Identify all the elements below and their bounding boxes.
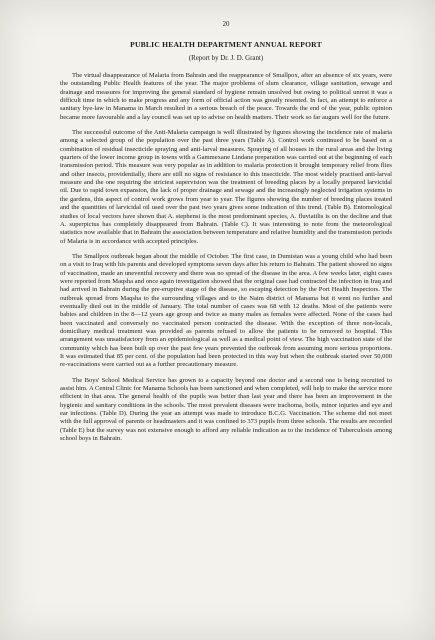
paragraph-malaria-smallpox-overview: The virtual disappearance of Malaria from Bahrain and the reappearance of Smallpox, after an absence of six years, were the outstanding Public Health features of the year. The major problems of slum clearance, village sanitation, sewage and drainage and measures for improving the general standard of hygiene remain unsolved but owing to political unrest it was a difficult time in which to make progress and any form of official action was greatly resented. In fact, an attempt to enforce a sanitary bye-law in Manama in March resulted in a serious breach of the peace. Towards the end of the year, public opinion became more favourable and a lay council was set up to advise on health matters. Their work so far augurs well for the future.	[60, 72, 392, 121]
report-author: (Report by Dr. J. D. Grant)	[188, 55, 264, 62]
paragraph-anti-malaria-campaign: The successful outcome of the Anti-Malaria campaign is well illustrated by figures showing the incidence rate of malaria among a selected group of the population over the past three years (Table A). Control work continued to be based on a combination of residual insecticide spraying and anti-larval measures. Spraying of all houses in the rural areas and the living quarters of the lower income group in towns with a Gammexane Lindane preparation was carried out at the beginning of each transmission period. This measure was very popular as in addition to malaria protection it brought temporary relief from flies and other insects, providentially, there are still no signs of resistance to this insecticide. The most widely practised anti-larval measure and the one requiring the strictest supervision was the treatment of breeding places by a locally prepared larvicidal oil. Due to rapid town expansion, the lack of proper drainage and sewage and the increasingly neglected irrigation systems in the gardens, this aspect of control work grows from year to year. The figures showing the number of breeding places treated and the quantities of larvicidal oil used over the past two years gives some indication of this trend. (Table B). Entomological studies of local vectors have shown that A. stephensi is the most predominant species, A. fluviatilis is on the decline and that A. superpictus has completely disappeared from Bahrain. (Table C). It was interesting to note from the meteorological statistics now available that in Bahrain the association between temperature and relative humidity and the transmission periods of Malaria is in accordance with accepted principles.	[60, 129, 392, 245]
report-body	[60, 72, 392, 443]
paragraph-smallpox-outbreak: The Smallpox outbreak began about the middle of October. The first case, in Dumistan was a young child who had been on a visit to Iraq with his parents and developed symptoms seven days after his return to Bahrain. The patient showed no signs of vaccination, made an uneventful recovery and there was no spread of the disease in the area. A few weeks later, eight cases were reported from Maqsha and once again investigation showed that the original case had contracted the infection in Iraq and had arrived in Bahrain during the pre-eruptive stage of the disease, so escaping detection by the Port Health Inspectors. The outbreak spread from Maqsha to the surrounding villages and to the Naim district of Manama but it went no further and eventually died out in the middle of January. The total number of cases was 68 with 12 deaths. Most of the patients were babies and children in the 8—12 years age group and twice as many males as females were affected. None of the cases had been vaccinated and conversely no vaccinated person contracted the disease. With the exception of three non-locals, domiciliary medical treatment was provided as parents refused to allow the patients to be removed to hospital. This arrangement was unsatisfactory from an epidemiological as well as a medical point of view. The high vaccination state of the community which has been built up over the past few years prevented the outbreak from assuming more serious proportions. It was estimated that 85 per cent. of the population had been protected in this way but when the outbreak started over 50,000 re-vaccinations were carried out as a further precautionary measure.	[60, 252, 392, 369]
paragraph-school-medical-service: The Boys' School Medical Service has grown to a capacity beyond one doctor and a second one is being recruited to assist him. A Central Clinic for Manama Schools has been sanctioned and when completed, will help to make the service more efficient in that area. The general health of the pupils was better than last year and there has been an improvement in the hygienic and sanitary conditions in the schools. The most prevalent diseases were trachoma, boils, minor injuries and eye and ear infections. (Table D). During the year an attempt was made to introduce B.C.G. Vaccination. The scheme did not meet with the full approval of parents or headmasters and it was confined to 373 pupils from three schools. The results are recorded (Table E) but the survey was not extensive enough to afford any reliable indication as to the incidence of Tuberculosis among school boys in Bahrain.	[60, 376, 392, 443]
report-title: PUBLIC HEALTH DEPARTMENT ANNUAL REPORT	[130, 40, 322, 49]
page-number: 20	[222, 21, 230, 28]
page-content	[60, 0, 392, 450]
